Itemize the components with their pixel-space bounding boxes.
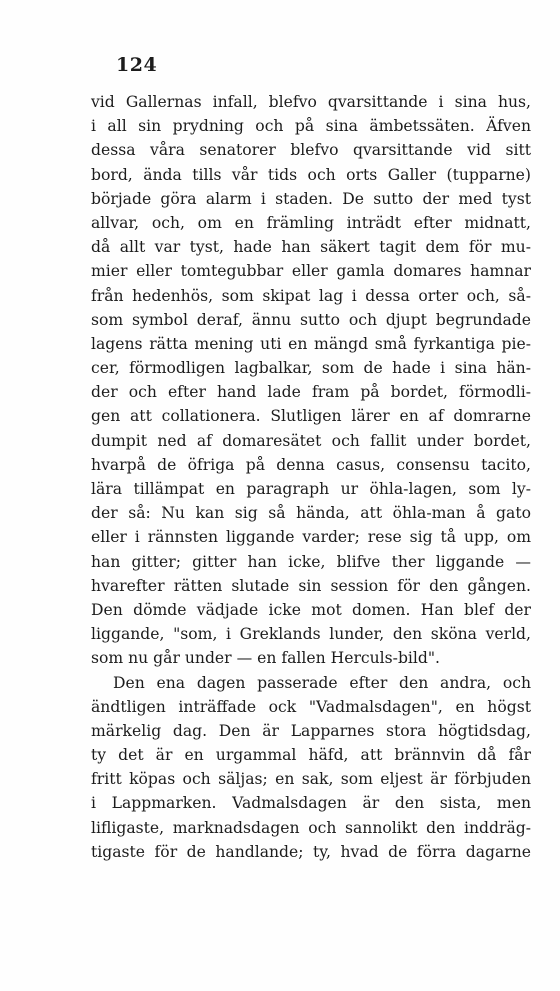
text-line: i all sin prydning och på sina ämbetssäten. Äfven (91, 117, 531, 136)
text-line: i Lappmarken. Vadmalsdagen är den sista, men (91, 794, 531, 813)
text-line: bord, ända tills vår tids och orts Galler (tupparne) (91, 165, 531, 184)
text-line: ändtligen inträffade ock "Vadmalsdagen", en högst (91, 697, 531, 716)
text-line: började göra alarm i staden. De sutto der med tyst (91, 189, 531, 208)
text-line: hvarpå de öfriga på denna casus, consensu tacito, (91, 455, 531, 474)
text-line: allvar, och, om en främling inträdt efter midnatt, (91, 213, 531, 232)
text-line: eller i rännsten liggande varder; rese sig tå upp, om (91, 528, 531, 547)
text-line: lifligaste, marknadsdagen och sannolikt den inddräg- (91, 818, 531, 837)
text-line: der så: Nu kan sig så hända, att öhla-man å gato (91, 504, 531, 523)
text-line: dumpit ned af domaresätet och fallit under bordet, (91, 431, 531, 450)
text-line: mier eller tomtegubbar eller gamla domares hamnar (91, 262, 531, 281)
text-line: Den ena dagen passerade efter den andra, och (113, 673, 531, 692)
text-line: dessa våra senatorer blefvo qvarsittande vid sitt (91, 141, 531, 160)
text-line: från hedenhös, som skipat lag i dessa orter och, så- (91, 286, 531, 305)
text-line: fritt köpas och säljas; en sak, som eljest är förbjuden (91, 770, 531, 789)
text-line: cer, förmodligen lagbalkar, som de hade i sina hän- (91, 359, 531, 378)
text-line: märkelig dag. Den är Lapparnes stora högtidsdag, (91, 721, 531, 740)
text-line: gen att collationera. Slutligen lärer en af domrarne (91, 407, 531, 426)
page-number: 124 (116, 54, 158, 76)
text-line: hvarefter rätten slutade sin session för den gången. (91, 576, 531, 595)
text-line: lära tillämpat en paragraph ur öhla-lagen, som ly- (91, 480, 531, 498)
text-line: vid Gallernas infall, blefvo qvarsittande i sina hus, (91, 93, 531, 111)
text-line: som symbol deraf, ännu sutto och djupt begrundade (91, 310, 531, 329)
text-line: som nu går under — en fallen Herculs-bild". (91, 649, 441, 668)
text-line: lagens rätta mening uti en mängd små fyrkantiga pie- (91, 334, 531, 353)
text-line: tigaste för de handlande; ty, hvad de förra dagarne (91, 842, 531, 861)
text-line: han gitter; gitter han icke, blifve ther liggande — (91, 552, 531, 571)
text-line: liggande, "som, i Greklands lunder, den sköna verld, (91, 625, 531, 644)
text-line: ty det är en urgammal häfd, att brännvin då får (91, 746, 531, 765)
text-line: då allt var tyst, hade han säkert tagit dem för mu- (91, 238, 531, 257)
text-line: der och efter hand lade fram på bordet, förmodli- (91, 383, 531, 402)
body-text (91, 90, 531, 864)
text-line: Den dömde vädjade icke mot domen. Han blef der (91, 600, 531, 619)
